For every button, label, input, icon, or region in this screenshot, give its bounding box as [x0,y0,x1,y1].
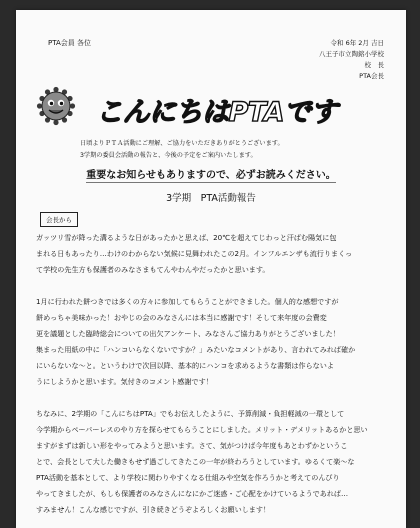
section-tag: 会長から [40,212,78,227]
text-line: 集まった用紙の中に「ハンコいらなくないですか？」みたいなコメントがあり、言われてみれば確か [36,345,356,354]
school-name: 八王子市立陶鎔小学校 [319,50,384,58]
text-line: PTA活動を基本として、より学校に関わりやすくなる仕組みや空気を作ろうかと考えてのんびり [36,473,340,482]
text-line: 餅めっちゃ美味かった！おやじの会のみなさんには本当に感謝です！そして来年度の会費変 [36,313,327,322]
newsletter-page [16,10,406,528]
paragraph [36,294,391,390]
paragraph [36,230,391,278]
recipient-label: PTA会員 各位 [48,39,91,47]
sender-principal: 校 長 [364,61,384,69]
text-line: まれる日もあったり…わけのわからない気候に見舞われたこの2月。インフルエンザも流行りまくっ [36,249,353,258]
sender-block [319,38,384,82]
intro-line: 日頃よりＰＴＡ活動にご理解、ご協力をいただきありがとうございます。 [80,140,284,147]
text-line: 更を議題とした臨時総会についての出欠アンケート、みなさんご協力ありがとうございました！ [36,329,340,338]
text-line: ガッツリ雪が降った溝るような日があったかと思えば、20℃を超えてじわっと汗ばむ陽気に包 [36,233,337,242]
text-line: うにしようかと思います。気付きのコメント感謝です！ [36,377,213,386]
intro-text [80,138,284,162]
body-text [36,230,391,518]
newsletter-headline: こんにちはPTAです [96,97,338,128]
important-notice-text: 重要なお知らせもありますので、必ずお読みください。 [86,170,336,181]
report-title: 3学期 PTA活動報告 [166,193,256,204]
text-line: にいらないな～と。というわけで次回以降、基本的にハンコを求めるような書類は作らないよ [36,361,334,370]
mascot-icon [36,86,76,126]
paragraph [36,406,391,518]
text-line: とで、会長として大した働きもせず過ごしてきたこの一年が終わろうとしています。ゆるくて楽～な [36,457,355,466]
important-notice [16,166,406,181]
text-line: ちなみに、2学期の「こんにちはPTA」でもお伝えしたように、予算削減・負担軽減の一環として [36,409,345,418]
text-line: 今学期からペーパーレスのやり方を探らせてもらうことにしました。メリット・デメリットあるかと思い [36,425,368,434]
text-line: すみません！こんな感じですが、引き続きどうぞよろしくお願いします！ [36,505,271,514]
intro-line: 3学期の委員会活動の報告と、今後の予定をご案内いたします。 [80,152,257,159]
text-line: て学校の先生方も保護者のみなさまもてんやわんやだったかと思います。 [36,265,270,274]
text-line: やってきましたが、もしも保護者のみなさんになにかご迷惑・ご心配をかけているようであれば… [36,489,349,498]
text-line: ますがまずは新しい形をやってみようと思います。さて、気がつけば今年度もあとわずかというこ [36,441,348,450]
text-line: 1月に行われた餅つきでは多くの方々に参加してもらうことができました。個人的な感想ですが [36,297,339,306]
sender-pta-president: PTA会長 [359,72,384,80]
issue-date: 令和 6年 2月 吉日 [330,39,384,47]
